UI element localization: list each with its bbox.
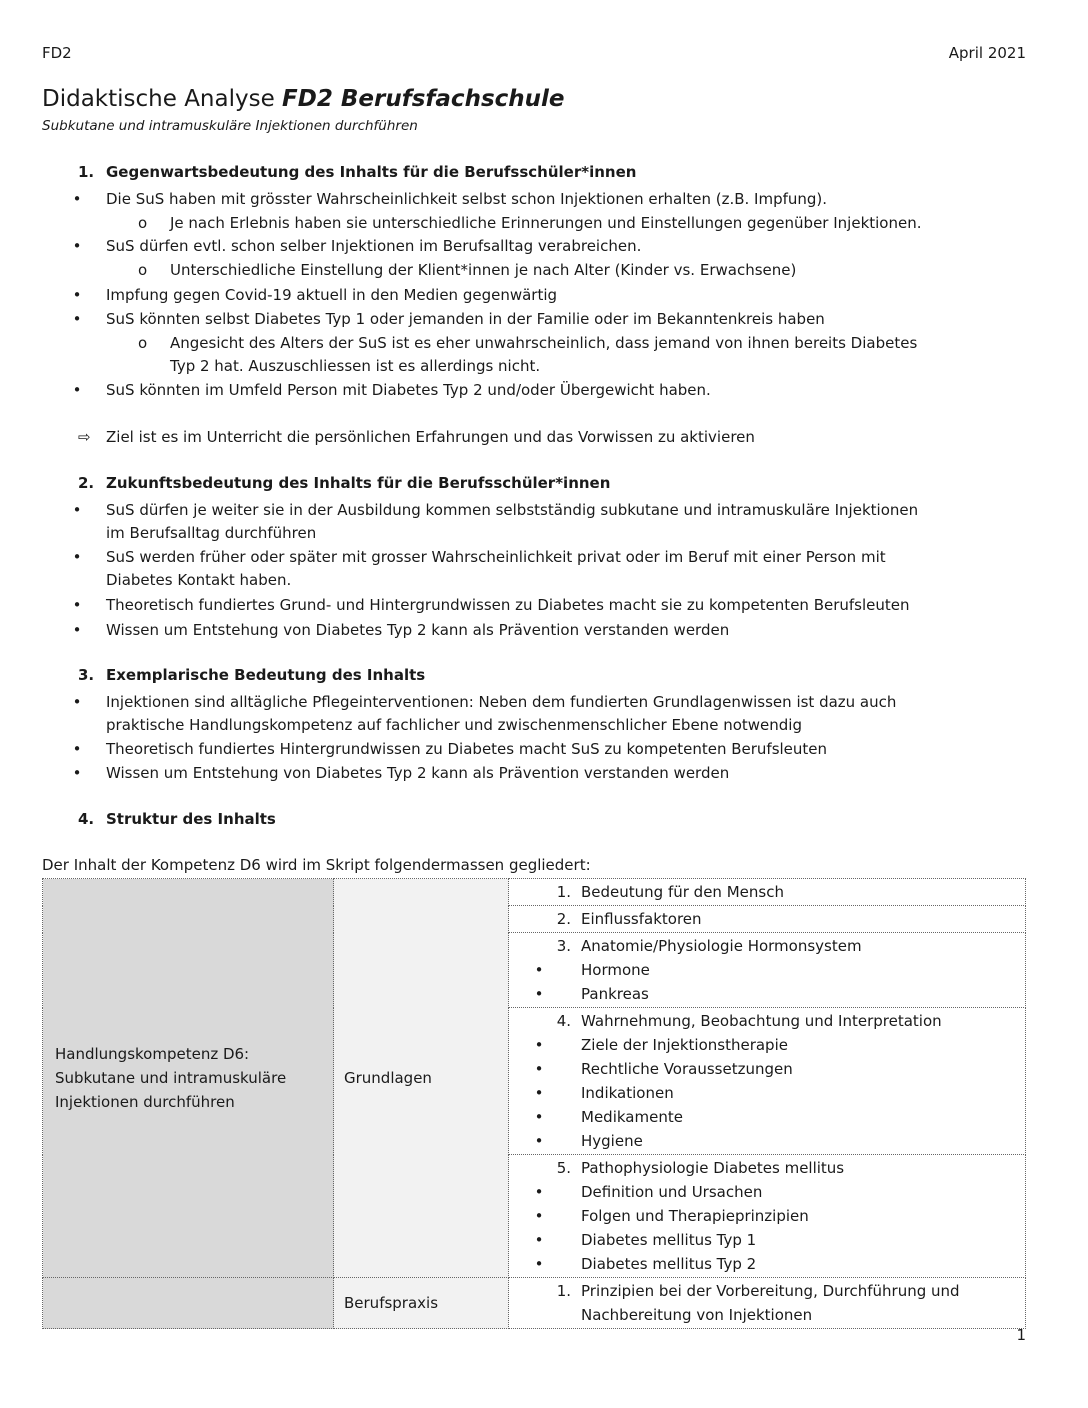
bullet-icon: • <box>534 961 544 979</box>
item-text: Definition und Ursachen <box>581 1183 763 1201</box>
item-text: Bedeutung für den Mensch <box>581 883 784 901</box>
bullet-icon: • <box>72 381 82 399</box>
bullet-icon: • <box>72 621 82 639</box>
title-italic: FD2 Berufsfachschule <box>282 86 565 112</box>
section-number: 4. <box>78 810 95 828</box>
grundlagen-cell: Grundlagen <box>334 879 509 1278</box>
bullet-icon: • <box>72 310 82 328</box>
bullet-icon: • <box>72 237 82 255</box>
bullet-icon: • <box>534 1231 544 1249</box>
sub-bullet-icon: o <box>138 214 148 232</box>
bullet-icon: • <box>534 1207 544 1225</box>
list-item: Wissen um Entstehung von Diabetes Typ 2 kann als Prävention verstanden werden <box>106 621 730 639</box>
bullet-icon: • <box>72 190 82 208</box>
bullet-icon: • <box>534 1132 544 1150</box>
section-title: Exemplarische Bedeutung des Inhalts <box>106 666 426 684</box>
goal-text: Ziel ist es im Unterricht die persönlichen Erfahrungen und das Vorwissen zu aktivieren <box>106 428 755 446</box>
list-item: Theoretisch fundiertes Hintergrundwissen zu Diabetes macht SuS zu kompetenten Berufsleuten <box>106 740 828 758</box>
table-item-cell <box>509 1278 1026 1329</box>
berufspraxis-cell: Berufspraxis <box>334 1278 509 1329</box>
item-text: Rechtliche Voraussetzungen <box>581 1060 793 1078</box>
section-title: Gegenwartsbedeutung des Inhalts für die Berufsschüler*innen <box>106 163 637 181</box>
section-number: 2. <box>78 474 95 492</box>
competence-cell: Handlungskompetenz D6: Subkutane und intramuskuläre Injektionen durchführen <box>43 879 334 1278</box>
table-item-cell <box>509 879 1026 906</box>
item-text: Indikationen <box>581 1084 674 1102</box>
section-number: 3. <box>78 666 95 684</box>
section-number: 1. <box>78 163 95 181</box>
item-number: 4. <box>556 1012 571 1030</box>
bullet-icon: • <box>72 596 82 614</box>
item-text: Prinzipien bei der Vorbereitung, Durchführung und <box>581 1282 960 1300</box>
list-item: SuS könnten selbst Diabetes Typ 1 oder jemanden in der Familie oder im Bekanntenkreis haben <box>106 310 825 328</box>
item-text: Einflussfaktoren <box>581 910 702 928</box>
list-item: SuS dürfen evtl. schon selber Injektionen im Berufsalltag verabreichen. <box>106 237 642 255</box>
section-1-heading <box>78 163 636 181</box>
item-number: 1. <box>556 1282 571 1300</box>
item-number: 1. <box>556 883 571 901</box>
section-title: Zukunftsbedeutung des Inhalts für die Berufsschüler*innen <box>106 474 611 492</box>
list-item: SuS könnten im Umfeld Person mit Diabetes Typ 2 und/oder Übergewicht haben. <box>106 381 711 399</box>
item-text: Hygiene <box>581 1132 643 1150</box>
section-4-heading <box>78 810 276 828</box>
structure-intro: Der Inhalt der Kompetenz D6 wird im Skript folgendermassen gegliedert: <box>42 856 591 874</box>
bullet-icon: • <box>534 1060 544 1078</box>
sub-list-item: Angesicht des Alters der SuS ist es eher unwahrscheinlich, dass jemand von ihnen bereits Diabetes <box>170 334 918 352</box>
bullet-icon: • <box>534 1036 544 1054</box>
section-title: Struktur des Inhalts <box>106 810 276 828</box>
arrow-icon: ⇨ <box>78 428 91 446</box>
bullet-icon: • <box>534 1084 544 1102</box>
title-main: Didaktische Analyse <box>42 86 283 112</box>
item-number: 2. <box>556 910 571 928</box>
list-item: Impfung gegen Covid-19 aktuell in den Medien gegenwärtig <box>106 286 558 304</box>
item-text: Wahrnehmung, Beobachtung und Interpretation <box>581 1012 942 1030</box>
list-item: Wissen um Entstehung von Diabetes Typ 2 kann als Prävention verstanden werden <box>106 764 730 782</box>
header-left: FD2 <box>42 44 72 62</box>
bullet-icon: • <box>72 286 82 304</box>
sub-bullet-icon: o <box>138 334 148 352</box>
section-2-heading <box>78 474 610 492</box>
item-number: 5. <box>556 1159 571 1177</box>
header-date: April 2021 <box>948 44 1026 62</box>
list-item: Die SuS haben mit grösster Wahrscheinlichkeit selbst schon Injektionen erhalten (z.B. Impfung). <box>106 190 828 208</box>
bullet-icon: • <box>72 501 82 519</box>
document-title <box>42 86 565 112</box>
sub-list-item: Je nach Erlebnis haben sie unterschiedliche Erinnerungen und Einstellungen gegenüber Injektionen. <box>170 214 922 232</box>
indent-spacer <box>509 1303 581 1327</box>
item-text: Folgen und Therapieprinzipien <box>581 1207 809 1225</box>
competence-cell-continued <box>43 1278 334 1329</box>
sub-list-item: Unterschiedliche Einstellung der Klient*innen je nach Alter (Kinder vs. Erwachsene) <box>170 261 797 279</box>
list-item: SuS werden früher oder später mit grosser Wahrscheinlichkeit privat oder im Beruf mit einer Person mit <box>106 548 886 566</box>
list-item: SuS dürfen je weiter sie in der Ausbildung kommen selbstständig subkutane und intramuskuläre Injektionen <box>106 501 919 519</box>
table-item-cell <box>509 1008 1026 1155</box>
sub-list-item-continued: Typ 2 hat. Auszuschliessen ist es allerdings nicht. <box>170 357 541 375</box>
section-3-heading <box>78 666 425 684</box>
page-number: 1 <box>1016 1326 1026 1344</box>
list-item: Theoretisch fundiertes Grund- und Hintergrundwissen zu Diabetes macht sie zu kompetenten Berufsleuten <box>106 596 910 614</box>
bullet-icon: • <box>72 548 82 566</box>
item-text: Anatomie/Physiologie Hormonsystem <box>581 937 862 955</box>
item-text: Diabetes mellitus Typ 2 <box>581 1255 757 1273</box>
table-item-cell <box>509 906 1026 933</box>
item-text: Medikamente <box>581 1108 683 1126</box>
item-text: Diabetes mellitus Typ 1 <box>581 1231 757 1249</box>
bullet-icon: • <box>72 740 82 758</box>
item-text: Hormone <box>581 961 650 979</box>
bullet-icon: • <box>534 1255 544 1273</box>
bullet-icon: • <box>534 1108 544 1126</box>
table-item-cell <box>509 1155 1026 1278</box>
item-text: Ziele der Injektionstherapie <box>581 1036 788 1054</box>
list-item-continued: im Berufsalltag durchführen <box>106 524 317 542</box>
item-text: Pathophysiologie Diabetes mellitus <box>581 1159 845 1177</box>
sub-bullet-icon: o <box>138 261 148 279</box>
document-subtitle: Subkutane und intramuskuläre Injektionen durchführen <box>42 118 418 134</box>
structure-table <box>42 878 1026 1329</box>
item-text-continued: Nachbereitung von Injektionen <box>581 1306 813 1324</box>
bullet-icon: • <box>534 985 544 1003</box>
table-item-cell <box>509 933 1026 1008</box>
list-item-continued: praktische Handlungskompetenz auf fachlicher und zwischenmenschlicher Ebene notwendig <box>106 716 802 734</box>
item-text: Pankreas <box>581 985 649 1003</box>
list-item-continued: Diabetes Kontakt haben. <box>106 571 292 589</box>
bullet-icon: • <box>72 693 82 711</box>
bullet-icon: • <box>534 1183 544 1201</box>
item-number: 3. <box>556 937 571 955</box>
list-item: Injektionen sind alltägliche Pflegeinterventionen: Neben dem fundierten Grundlagenwissen ist dazu auch <box>106 693 897 711</box>
bullet-icon: • <box>72 764 82 782</box>
